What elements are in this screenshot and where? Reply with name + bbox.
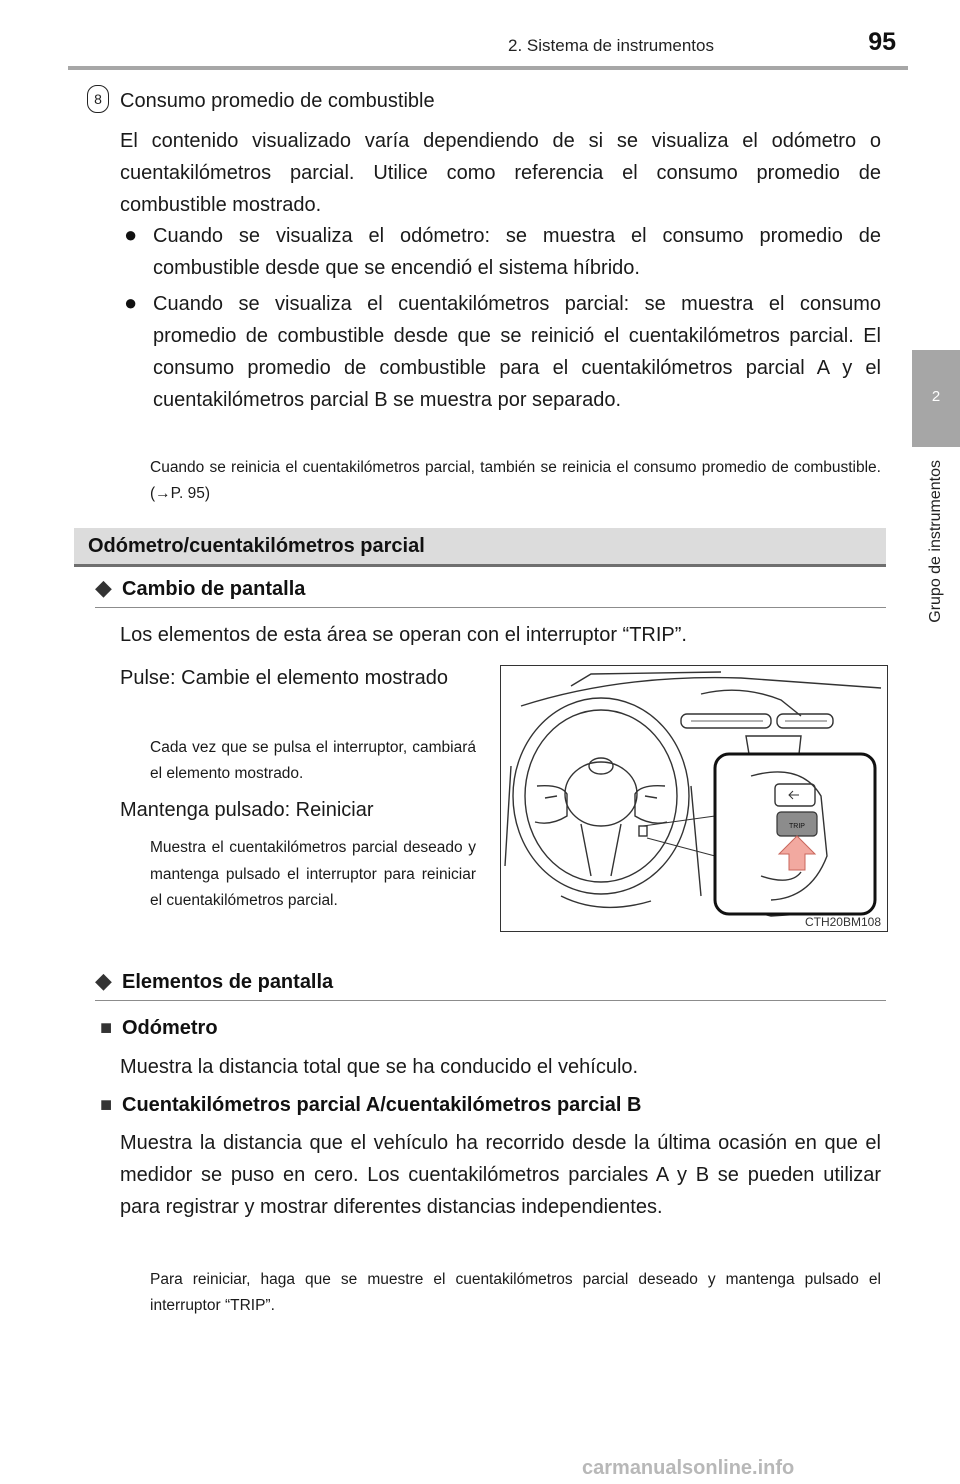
odometro-title: Odómetro: [122, 1017, 218, 1039]
parcial-note: Para reiniciar, haga que se muestre el cuentakilómetros parcial deseado y mantenga pulsado el interruptor “TRIP”.: [150, 1271, 881, 1314]
item-note: Cuando se reinicia el cuentakilómetros parcial, también se reinicia el consumo promedio de combustible. (→P. 95): [150, 459, 881, 502]
diamond-icon: ◆: [95, 968, 112, 993]
steering-wheel-illustration: [500, 665, 888, 932]
bullet-text-1: Cuando se visualiza el odómetro: se muestra el consumo promedio de combustible desde que se encendió el sistema híbrido.: [153, 225, 881, 279]
hold-label: Mantenga pulsado: Reiniciar: [120, 799, 374, 821]
subsection-title: Cambio de pantalla: [122, 578, 306, 600]
section-title: 2. Sistema de instrumentos: [508, 36, 714, 55]
bullet-dot: ●: [124, 222, 138, 247]
subsection-title: Elementos de pantalla: [122, 971, 334, 993]
bullet-dot: ●: [124, 290, 138, 315]
page-number: 95: [868, 28, 896, 56]
diamond-icon: ◆: [95, 575, 112, 600]
item-number-badge: 8: [87, 85, 109, 113]
parcial-text: Muestra la distancia que el vehículo ha recorrido desde la última ocasión en que el medidor se puso en cero. Los cuentakilómetros parciales A y B se pueden utilizar para registrar y mostrar diferentes distancias independientes.: [120, 1132, 881, 1218]
press-label: Pulse: Cambie el elemento mostrado: [120, 667, 448, 689]
chapter-tab-number: 2: [931, 388, 941, 405]
square-icon: ■: [100, 1017, 113, 1039]
header-rule: [68, 66, 908, 70]
press-note: Cada vez que se pulsa el interruptor, cambiará el elemento mostrado.: [150, 739, 476, 782]
section-title-bar-text: Odómetro/cuentakilómetros parcial: [88, 535, 425, 557]
watermark: carmanualsonline.info: [582, 1457, 795, 1479]
bullet-text-2: Cuando se visualiza el cuentakilómetros parcial: se muestra el consumo promedio de combustible desde que se reinició el cuentakilómetros parcial. El consumo promedio de combustible para el cuentakilómetros parcial A y el cuentakilómetros parcial B se muestra por separado.: [153, 293, 881, 411]
square-icon: ■: [100, 1094, 113, 1116]
item-title: Consumo promedio de combustible: [120, 90, 435, 112]
trip-button-label: TRIP: [789, 823, 805, 830]
cambio-intro: Los elementos de esta área se operan con el interruptor “TRIP”.: [120, 624, 687, 646]
hold-note: Muestra el cuentakilómetros parcial deseado y mantenga pulsado el interruptor para reiniciar el cuentakilómetros parcial.: [150, 839, 476, 909]
figure-code: CTH20BM108: [804, 915, 881, 929]
odometro-text: Muestra la distancia total que se ha conducido el vehículo.: [120, 1056, 639, 1078]
parcial-title: Cuentakilómetros parcial A/cuentakilómetros parcial B: [122, 1094, 642, 1116]
item-paragraph: El contenido visualizado varía dependiendo de si se visualiza el odómetro o cuentakilómetros parcial. Utilice como referencia el consumo promedio de combustible mostrado.: [120, 130, 881, 216]
steering-wheel-drawing: [501, 666, 887, 931]
subsection-rule: [95, 607, 886, 608]
chapter-label-text: Grupo de instrumentos: [927, 460, 944, 623]
subsection-rule: [95, 1000, 886, 1001]
chapter-label: [903, 460, 960, 660]
